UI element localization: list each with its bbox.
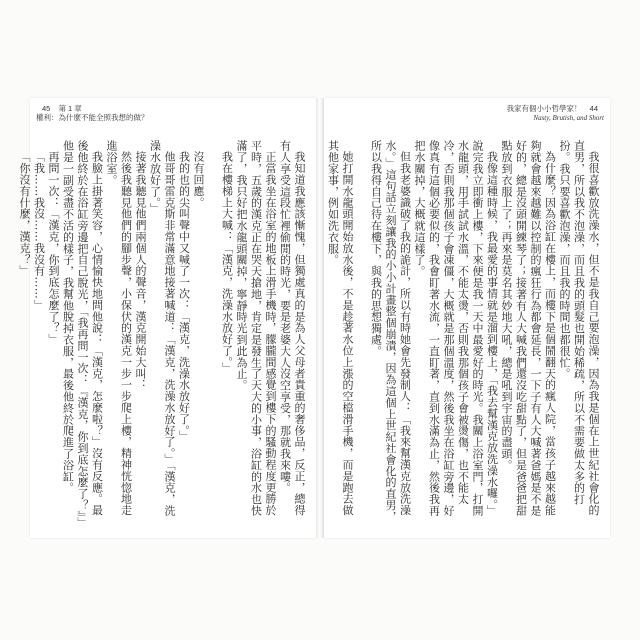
right-page-number: 44 <box>589 104 598 113</box>
paragraph: 再問一次：「漢克，你到底怎麼了？」 <box>47 151 60 345</box>
paragraph: 接著我聽見他們兩個人的聲音，漢克開始大叫： <box>134 151 147 391</box>
right-page-body <box>326 140 600 524</box>
paragraph: 我臉上掛著笑容，心情愉快地問他說：「漢克，怎麼啦？」沒有反應。最後他終於在浴缸旁邊把自己脫光，「我再問一次：『漢克，你到底怎麼了？』」他是一副受盡不活的樣子，我幫他脫掉衣服，最後他終於爬進了浴缸。 <box>61 140 104 523</box>
paragraph: 正當我坐在浴室的地板上滑手機時，朦朧間感覺到樓下的騷動程度更勝於平時，五歲的漢克正在哭天搶地，肯定是發生了天大的小事，浴缸的水也快滿了，我只好把水龍頭關掉，寧靜時光到此為止。 <box>235 140 277 517</box>
left-page-number: 45 <box>42 104 51 113</box>
chapter-title: 權利：為什麼不能全照我想的做？ <box>36 113 149 122</box>
paragraph: 我像這種時候，我最愛的事情就是溜到樓上，「我去幫漢克放洗澡水囉。」說完我立即衝上樓，下來便是我一天中最愛好的時光。我關上浴室門，打開水龍頭，用手試試水溫，不能太燙，否則我那個孩子會被燙傷，也不能太冷，否則我那個孩子會凍僵，大概就是那個溫度，然後我坐在浴缸旁邊，好像真有這個必要似的，我會盯著水流，一直盯著，直到水滿為止，然後我再把水關掉，大概就這樣了。 <box>413 140 499 517</box>
paragraph: 她打開水龍頭開始放水後，不是趁著水位上漲的空檔滑手機，而是跑去做其他家事，例如洗衣服。 <box>326 140 354 516</box>
paragraph: 我知道我應該慚愧，但獨處真的是為人父母者貴重的奢侈品，反正，總得有人享受這段忙裡偷閒的時光，要是老婆大人沒空享受，那就我來嘍。 <box>278 140 306 516</box>
book-gutter <box>316 98 324 538</box>
paragraph: 他哥哥雷克斯非常滿意地接著喊道：「漢克，洗澡水放好了。」「漢克，洗澡水放好了。」 <box>148 140 176 517</box>
paragraph: 但我老婆識破了我的詭計，所以有時她會先發制人：「我來幫漢克放洗澡水。」這句話立刻讓我的小小計畫整個崩潰，因為這個上世紀社會化的直男，所以我得自己待在樓下，與我的思想獨處。 <box>369 140 412 523</box>
paragraph: 沒有回應。 <box>192 151 205 208</box>
paragraph: 為什麼？因為浴缸在樓上，而樓下是個鬧翻天的瘋人院，當孩子越來越能夠就會越來越難以控制的瘋狂行為都會延長，一下子有人大喊著爸媽是不是好的，總是沒頭開練琴了；接著有人大喊我們還沒吃甜點了，但是爸爸把甜點放到衣服上了；再來是莫名其妙地大吼，總是吼到宇宙的盡頭。 <box>500 140 557 517</box>
book-title: 我家有個小小哲學家！ <box>506 104 582 113</box>
paragraph: 我很喜歡放洗澡水，但不是我自己要泡澡，因為我是個在上世紀社會化的直男，所以我不泡澡，而且我的頭髮也開始稀疏，所以不需要做太多的打扮。我只要喜歡泡澡，而且我的時間也都很忙。 <box>558 140 600 516</box>
paragraph: 我在樓梯上大喊：「漢克，洗澡水放好了。」 <box>220 151 234 374</box>
paragraph: 然後我聽見他們的腳步聲，小保伏的漢克一步一步爬上樓，精神恍惚地走進浴室。 <box>105 140 133 516</box>
book-subtitle: Nasty, Brutish, and Short <box>533 114 604 122</box>
paragraph: 「我……我沒……我沒有……」 <box>32 151 46 311</box>
paragraph: 「你沒有什麼，漢克？」 <box>18 151 31 277</box>
left-page-header <box>36 104 149 122</box>
right-page-header <box>507 104 604 123</box>
paragraph: 我的也的尖叫聲中又喊了一次：「漢克，洗澡水放好了。」 <box>177 151 191 442</box>
left-page <box>18 98 316 538</box>
right-page <box>324 98 610 538</box>
chapter-label: 第 1 章 <box>58 104 82 113</box>
left-page-body <box>18 140 306 524</box>
